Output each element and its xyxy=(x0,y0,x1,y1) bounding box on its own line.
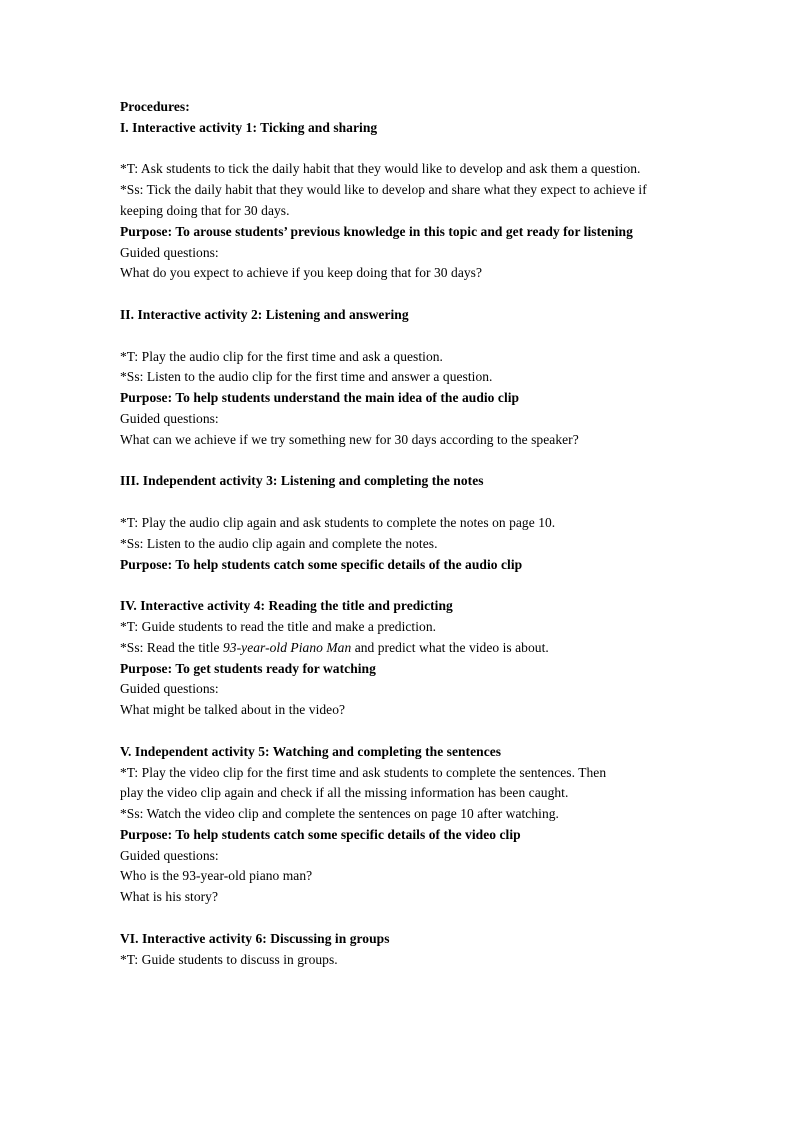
spacer xyxy=(120,139,680,160)
section-5-question-1: Who is the 93-year-old piano man? xyxy=(120,868,313,884)
section-5-question-2: What is his story? xyxy=(120,889,219,905)
section-4-purpose: Purpose: To get students ready for watching xyxy=(120,660,376,676)
section-4-student-prefix: *Ss: Read the title xyxy=(120,639,223,655)
section-2-title: II. Interactive activity 2: Listening and answering xyxy=(120,306,409,322)
section-3-student-step: *Ss: Listen to the audio clip again and complete the notes. xyxy=(120,535,438,551)
section-4-guided-label: Guided questions: xyxy=(120,681,219,697)
section-6-teacher-step: *T: Guide students to discuss in groups. xyxy=(120,951,338,967)
section-2-purpose: Purpose: To help students understand the main idea of the audio clip xyxy=(120,390,520,406)
section-1-student-step: *Ss: Tick the daily habit that they would like to develop and share what they expect to achieve if keeping doing that for 30 days. xyxy=(120,182,647,218)
section-3-teacher-step: *T: Play the audio clip again and ask students to complete the notes on page 10. xyxy=(120,514,556,530)
section-1-question: What do you expect to achieve if you keep doing that for 30 days? xyxy=(120,265,483,281)
section-5-student-step: *Ss: Watch the video clip and complete the sentences on page 10 after watching. xyxy=(120,806,559,822)
spacer xyxy=(120,284,680,305)
section-5-guided-label: Guided questions: xyxy=(120,847,219,863)
spacer xyxy=(120,451,680,472)
spacer xyxy=(120,908,680,929)
section-5-title: V. Independent activity 5: Watching and completing the sentences xyxy=(120,743,502,759)
section-4-student-step xyxy=(120,638,680,659)
spacer xyxy=(120,575,680,596)
section-2-teacher-step: *T: Play the audio clip for the first time and ask a question. xyxy=(120,348,443,364)
section-4-title: IV. Interactive activity 4: Reading the title and predicting xyxy=(120,598,453,614)
section-5-teacher-step-line-1: *T: Play the video clip for the first time and ask students to complete the sentences. Then xyxy=(120,764,607,780)
section-6-title: VI. Interactive activity 6: Discussing in groups xyxy=(120,930,390,946)
section-2-guided-label: Guided questions: xyxy=(120,410,219,426)
section-4-teacher-step: *T: Guide students to read the title and make a prediction. xyxy=(120,618,437,634)
spacer xyxy=(120,492,680,513)
section-4-question: What might be talked about in the video? xyxy=(120,702,346,718)
section-1-guided-label: Guided questions: xyxy=(120,244,219,260)
section-4-student-suffix: and predict what the video is about. xyxy=(351,639,549,655)
section-2-student-step: *Ss: Listen to the audio clip for the first time and answer a question. xyxy=(120,369,493,385)
section-1-purpose: Purpose: To arouse students’ previous knowledge in this topic and get ready for listening xyxy=(120,223,633,239)
spacer xyxy=(120,721,680,742)
procedures-heading: Procedures: xyxy=(120,99,190,114)
section-5-teacher-step-line-2: play the video clip again and check if all the missing information has been caught. xyxy=(120,785,569,801)
section-2-question: What can we achieve if we try something new for 30 days according to the speaker? xyxy=(120,431,579,447)
section-5-purpose: Purpose: To help students catch some specific details of the video clip xyxy=(120,826,521,842)
document-page xyxy=(120,97,680,970)
video-title: 93-year-old Piano Man xyxy=(223,639,352,655)
spacer xyxy=(120,326,680,347)
section-1-teacher-step: *T: Ask students to tick the daily habit that they would like to develop and ask them a question. xyxy=(120,161,641,177)
section-3-purpose: Purpose: To help students catch some specific details of the audio clip xyxy=(120,556,523,572)
section-3-title: III. Independent activity 3: Listening and completing the notes xyxy=(120,473,484,489)
section-1-title: I. Interactive activity 1: Ticking and sharing xyxy=(120,119,378,135)
